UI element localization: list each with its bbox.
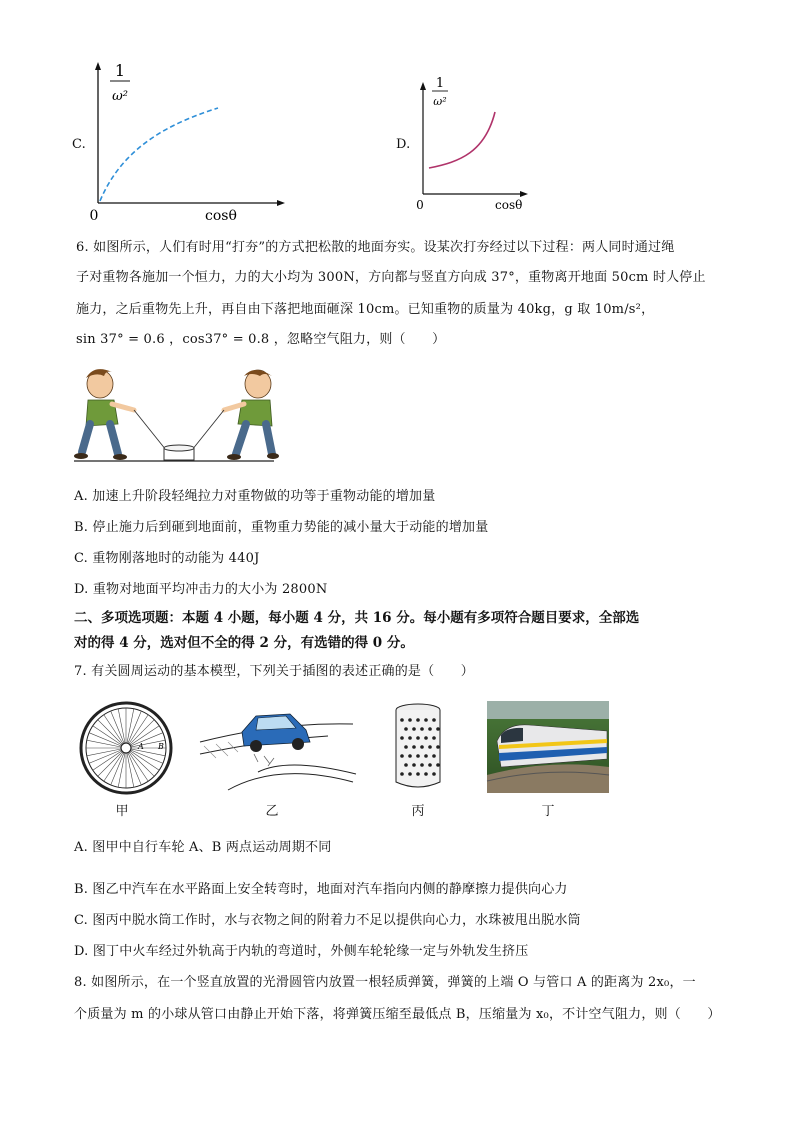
graph-c-option-label: C. [72, 137, 87, 152]
q6-option-a: A. 加速上升阶段轻绳拉力对重物做的功等于重物动能的增加量 [74, 489, 436, 504]
right-worker-figure [224, 370, 279, 460]
section-2-heading-line-1: 二、多项选项题：本题 4 小题，每小题 4 分，共 16 分。每小题有多项符合题目要求，全部选 [74, 610, 640, 626]
car-turning-figure [198, 702, 358, 792]
graph-c-plot [80, 58, 320, 228]
spin-drum-figure [390, 702, 446, 792]
q6-option-b: B. 停止施力后到砸到地面前，重物重力势能的减小量大于动能的增加量 [74, 520, 489, 535]
q6-line-3: 施力，之后重物先上升，再自由下落把地面砸深 10cm。已知重物的质量为 40kg，g 取 10m/s²， [76, 302, 655, 317]
tamping-illustration [74, 364, 274, 466]
q7-option-b: B. 图乙中汽车在水平路面上安全转弯时，地面对汽车指向内侧的静摩擦力提供向心力 [74, 882, 568, 897]
wheel-point-b: B [158, 742, 164, 751]
graph-d-origin: 0 [416, 198, 424, 212]
q7-stem: 7. 有关圆周运动的基本模型，下列关于插图的表述正确的是（ ） [74, 664, 474, 679]
bicycle-wheel-figure [78, 700, 174, 796]
graph-c-origin: 0 [89, 208, 99, 224]
graph-c-ylabel-num: 1 [114, 61, 126, 80]
q6-line-4: sin 37° = 0.6 ，cos37° = 0.8 ，忽略空气阻力，则（ ） [76, 332, 446, 347]
q8-line-1: 8. 如图所示，在一个竖直放置的光滑圆管内放置一根轻质弹簧，弹簧的上端 O 与管口 A 的距离为 2x₀，一 [74, 975, 696, 990]
train-photo-figure [487, 701, 609, 793]
graph-d-plot [405, 72, 605, 222]
graph-d-ylabel-num: 1 [435, 76, 445, 91]
graph-c-curve [100, 108, 218, 201]
q8-line-2: 个质量为 m 的小球从管口由静止开始下落，将弹簧压缩至最低点 B，压缩量为 x₀，不计空气阻力，则（ ） [74, 1007, 721, 1022]
q6-option-c: C. 重物刚落地时的动能为 440J [74, 551, 260, 566]
graph-d-ylabel-den: ω² [433, 95, 447, 108]
blue-car [242, 714, 310, 752]
left-worker-figure [74, 369, 134, 460]
section-2-heading-line-2: 对的得 4 分，选对但不全的得 2 分，有选错的得 0 分。 [74, 635, 414, 651]
q7-option-c: C. 图丙中脱水筒工作时，水与衣物之间的附着力不足以提供向心力，水珠被甩出脱水筒 [74, 913, 581, 928]
q7-option-d: D. 图丁中火车经过外轨高于内轨的弯道时，外侧车轮轮缘一定与外轨发生挤压 [74, 944, 529, 959]
caption-ding: 丁 [541, 804, 555, 819]
graph-d-xlabel: cosθ [495, 198, 523, 212]
graph-c-ylabel-den: ω² [112, 89, 128, 104]
heavy-weight [164, 445, 194, 460]
graph-d-curve [429, 112, 495, 168]
q6-line-2: 子对重物各施加一个恒力，力的大小均为 300N，方向都与竖直方向成 37°，重物离开地面 50cm 时人停止 [76, 270, 706, 285]
graph-d-option-label: D. [396, 137, 411, 152]
q7-option-a: A. 图甲中自行车轮 A、B 两点运动周期不同 [74, 840, 332, 855]
caption-jia: 甲 [115, 804, 129, 819]
graph-c-xlabel: cosθ [205, 208, 237, 224]
wheel-point-a: A [138, 742, 144, 751]
caption-bing: 丙 [411, 804, 425, 819]
caption-yi: 乙 [265, 804, 279, 819]
q6-line-1: 6. 如图所示，人们有时用“打夯”的方式把松散的地面夯实。设某次打夯经过以下过程：两人同时通过绳 [76, 240, 675, 255]
q6-option-d: D. 重物对地面平均冲击力的大小为 2800N [74, 582, 328, 597]
